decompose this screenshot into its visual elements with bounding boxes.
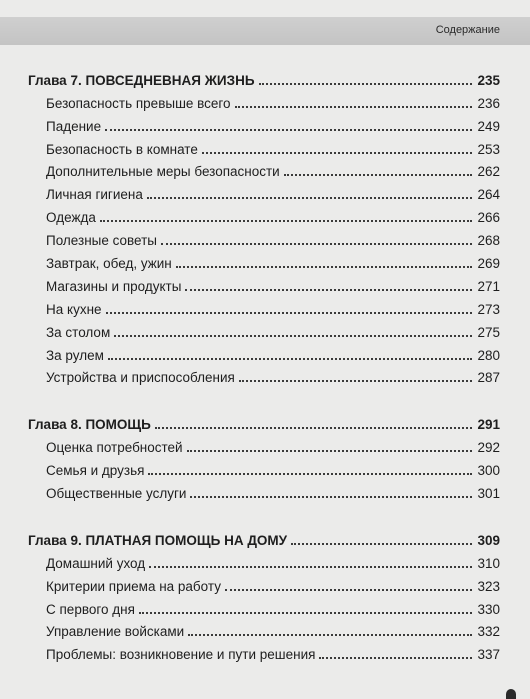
toc-entry (28, 364, 500, 387)
dot-leader (235, 106, 472, 108)
entry-title: За рулем (46, 347, 104, 363)
running-header (0, 17, 530, 45)
page-number: 292 (477, 440, 500, 456)
chapter-title: Глава 8. ПОМОЩЬ (28, 417, 151, 433)
toc-entry (28, 318, 500, 341)
table-of-contents (28, 66, 500, 687)
page-number: 268 (477, 233, 500, 249)
toc-entry (28, 341, 500, 364)
dot-leader (284, 174, 472, 176)
entry-title: Полезные советы (46, 233, 157, 249)
toc-entry (28, 479, 500, 502)
page-number: 236 (477, 95, 500, 111)
page-number: 300 (477, 463, 500, 479)
chapter-heading (28, 410, 500, 433)
toc-entry (28, 112, 500, 135)
page-number: 301 (477, 486, 500, 502)
page-number: 291 (477, 417, 500, 433)
entry-title: Одежда (46, 210, 96, 226)
toc-entry (28, 180, 500, 203)
chapter-heading (28, 526, 500, 549)
toc-entry (28, 640, 500, 663)
page-number: 330 (477, 601, 500, 617)
dot-leader (155, 427, 472, 429)
page-number: 309 (477, 532, 500, 548)
page-number: 337 (477, 647, 500, 663)
page-number: 273 (477, 301, 500, 317)
toc-entry (28, 572, 500, 595)
toc-entry (28, 433, 500, 456)
page-number: 266 (477, 210, 500, 226)
toc-entry (28, 226, 500, 249)
page-number: 269 (477, 256, 500, 272)
page-number: 271 (477, 278, 500, 294)
toc-entry (28, 89, 500, 112)
dot-leader (176, 266, 472, 268)
page-number: 310 (477, 555, 500, 571)
entry-title: Магазины и продукты (46, 278, 182, 294)
entry-title: С первого дня (46, 601, 135, 617)
page-number: 275 (477, 324, 500, 340)
chapter-7 (28, 66, 500, 386)
toc-entry (28, 249, 500, 272)
dot-leader (161, 243, 472, 245)
toc-entry (28, 295, 500, 318)
page-number: 280 (477, 347, 500, 363)
entry-title: Проблемы: возникновение и пути решения (46, 647, 316, 663)
toc-entry (28, 158, 500, 181)
page-number: 249 (477, 118, 500, 134)
entry-title: Безопасность превыше всего (46, 95, 231, 111)
toc-entry (28, 272, 500, 295)
dot-leader (319, 657, 472, 659)
dot-leader (114, 335, 472, 337)
toc-entry (28, 456, 500, 479)
entry-title: Устройства и приспособления (46, 370, 235, 386)
entry-title: Падение (46, 118, 102, 134)
running-header-title: Содержание (435, 24, 500, 36)
chapter-title: Глава 9. ПЛАТНАЯ ПОМОЩЬ НА ДОМУ (28, 532, 288, 548)
page-number: 235 (477, 72, 500, 88)
page-number: 287 (477, 370, 500, 386)
page-number: 262 (477, 164, 500, 180)
entry-title: Общественные услуги (46, 486, 187, 502)
entry-title: Оценка потребностей (46, 440, 183, 456)
page-number: 253 (477, 141, 500, 157)
toc-entry (28, 595, 500, 618)
dot-leader (225, 589, 472, 591)
toc-entry (28, 203, 500, 226)
chapter-heading (28, 66, 500, 89)
entry-title: Домашний уход (46, 555, 146, 571)
dot-leader (100, 220, 472, 222)
dot-leader (108, 358, 472, 360)
entry-title: За столом (46, 324, 111, 340)
entry-title: На кухне (46, 301, 102, 317)
page-number: 323 (477, 578, 500, 594)
entry-title: Критерии приема на работу (46, 578, 221, 594)
entry-title: Личная гигиена (46, 187, 143, 203)
dot-leader (239, 380, 472, 382)
dot-leader (185, 289, 472, 291)
toc-entry (28, 618, 500, 641)
dot-leader (148, 473, 472, 475)
dot-leader (202, 152, 472, 154)
page-number: 264 (477, 187, 500, 203)
dot-leader (259, 83, 472, 85)
chapter-9 (28, 526, 500, 663)
page-corner-mark (506, 689, 516, 699)
toc-entry (28, 135, 500, 158)
dot-leader (105, 129, 472, 131)
chapter-title: Глава 7. ПОВСЕДНЕВНАЯ ЖИЗНЬ (28, 72, 255, 88)
entry-title: Семья и друзья (46, 463, 145, 479)
dot-leader (139, 612, 472, 614)
dot-leader (147, 197, 472, 199)
toc-entry (28, 549, 500, 572)
dot-leader (190, 496, 472, 498)
chapter-8 (28, 410, 500, 502)
entry-title: Завтрак, обед, ужин (46, 256, 172, 272)
dot-leader (187, 450, 472, 452)
entry-title: Управление войсками (46, 624, 185, 640)
dot-leader (149, 566, 472, 568)
dot-leader (188, 634, 472, 636)
page-number: 332 (477, 624, 500, 640)
dot-leader (106, 312, 472, 314)
entry-title: Безопасность в комнате (46, 141, 198, 157)
entry-title: Дополнительные меры безопасности (46, 164, 280, 180)
dot-leader (291, 543, 472, 545)
